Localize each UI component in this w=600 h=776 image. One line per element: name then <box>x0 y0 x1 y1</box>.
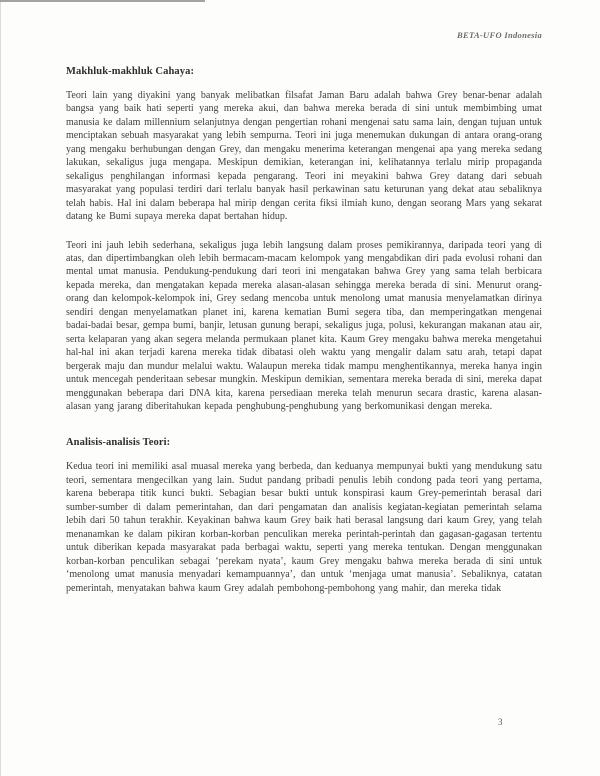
section-makhluk-cahaya <box>66 66 542 413</box>
paragraph: Teori lain yang diyakini yang banyak melibatkan filsafat Jaman Baru adalah bahwa Grey benar-benar adalah bangsa yang baik hati seperti yang mereka akui, dan bahwa mereka berada di sini untuk membimbing umat manusia ke dalam millennium selanjutnya dengan pengertian rohani mengenai satu sama lain, dengan tujuan untuk menciptakan sebuah masyarakat yang lebih sempurna. Teori ini juga menemukan dukungan di antara orang-orang yang mengaku berhubungan dengan Grey, dan mengaku menerima keterangan mengenai apa yang mereka sedang lakukan, sekaligus juga mengapa. Meskipun demikian, keterangan ini, kelihatannya terlalu mirip propaganda sekaligus penghilangan informasi kepada pengarang. Teori ini meyakini bahwa Grey datang dari sebuah masyarakat yang populasi terdiri dari terlalu banyak hasil perkawinan satu keturunan yang dekat atau sebaliknya telah habis. Hal ini dalam beberapa hal mirip dengan cerita fiksi ilmiah kuno, dengan seorang Mars yang sekarat datang ke Bumi supaya mereka dapat bertahan hidup. <box>66 90 542 223</box>
paragraph: Kedua teori ini memiliki asal muasal mereka yang berbeda, dan keduanya mempunyai bukti yang mendukung satu teori, sementara mengecilkan yang lain. Sudut pandang pribadi penulis lebih condong pada teori yang pertama, karena beberapa titik kunci bukti. Sebagian besar bukti untuk konspirasi kaum Grey-pemerintah berasal dari sumber-sumber di dalam pemerintahan, dan dari pengamatan dan analisis kegiatan-kegiatan pemerintah selama lebih dari 50 tahun terakhir. Keyakinan bahwa kaum Grey baik hati berasal langsung dari kaum Grey, yang telah menanamkan ke dalam pikiran korban-korban penculikan mereka perintah-perintah dan gagasan-gagasan tertentu untuk diberikan kepada masyarakat pada berbagai waktu, seperti yang mereka tentukan. Dengan menggunakan korban-korban penculikan sebagai ‘perekam nyata’, kaum Grey mengaku bahwa mereka berada di sini untuk ‘menolong umat manusia menyadari kemampuannya’, dan untuk ‘menjaga umat manusia’. Sebaliknya, catatan pemerintah, menyatakan bahwa kaum Grey adalah pembohong-pembohong yang mahir, dan mereka tidak <box>66 461 542 594</box>
section-heading: Analisis-analisis Teori: <box>66 437 171 449</box>
section-analisis-teori <box>66 437 542 595</box>
page-number: 3 <box>498 717 503 727</box>
paragraph: Teori ini jauh lebih sederhana, sekaligus juga lebih langsung dalam proses pemikirannya, daripada teori yang di atas, dan dipertimbangkan oleh lebih bermacam-macam kelompok yang mengabdikan diri pada evolusi rohani dan mental umat manusia. Pendukung-pendukung dari teori ini mengatakan bahwa Grey yang sama telah berbicara kepada mereka, dan mengatakan kepada mereka alasan-alasan sehingga mereka berada di sini. Menurut orang-orang dan kelompok-kelompok ini, Grey sedang mencoba untuk menolong umat manusia menyelamatkan dirinya sendiri dengan menyelamatkan planet ini, karena kematian Bumi segera tiba, dan memperingatkan mengenai badai-badai besar, gempa bumi, banjir, letusan gunung berapi, sekaligus juga, polusi, kekurangan makanan atau air, serta kelaparan yang akan segera melanda permukaan planet kita. Kaum Grey mengaku bahwa mereka mengetahui hal-hal ini akan terjadi karena mereka tidak dibatasi oleh waktu yang mengalir dalam satu arah, tetapi dapat bergerak maju dan mundur melalui waktu. Walaupun mereka tidak mampu menghentikannya, mereka hanya ingin untuk mencegah penderitaan sebesar mungkin. Meskipun demikian, sementara mereka berada di sini, mereka dapat menggunakan beberapa dari DNA kita, karena persediaan mereka telah menurun secara drastic, karena alasan-alasan yang jarang diberitahukan kepada penghubung-penghubung yang berkomunikasi dengan mereka. <box>66 239 542 412</box>
section-heading: Makhluk-makhluk Cahaya: <box>66 66 195 77</box>
running-header-journal-title: BETA-UFO Indonesia <box>457 30 542 40</box>
